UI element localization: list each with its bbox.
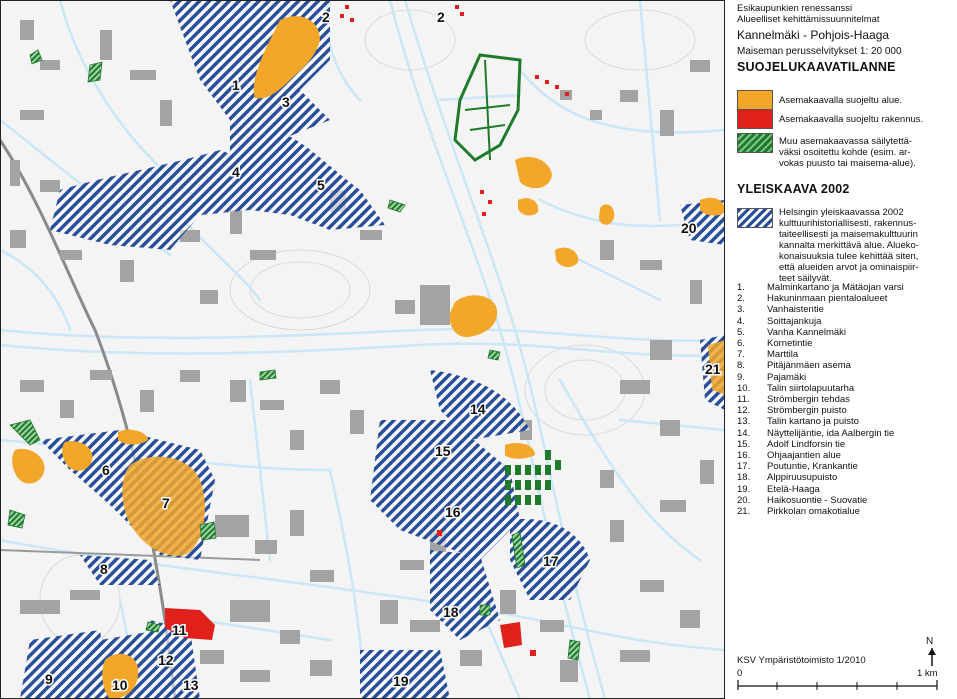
area-label-15: 15 xyxy=(435,443,451,459)
legend-swatch-other-preserved xyxy=(737,133,773,153)
area-title: Kannelmäki - Pohjois-Haaga xyxy=(737,28,890,42)
area-list-item: 15. Adolf Lindforsin tie xyxy=(737,438,846,450)
area-list-item: 18. Alppiruusupuisto xyxy=(737,472,838,484)
area-label-16: 16 xyxy=(445,504,461,520)
area-list-item: 16. Ohjaajantien alue xyxy=(737,450,841,462)
area-list-item: 2. Hakuninmaan pientaloalueet xyxy=(737,293,888,305)
area-label-14: 14 xyxy=(470,401,486,417)
area-list-item: 11. Strömbergin tehdas xyxy=(737,394,850,406)
area-list-item: 5. Vanha Kannelmäki xyxy=(737,326,847,338)
area-list-item: 21. Pirkkolan omakotialue xyxy=(737,506,860,518)
north-label: N xyxy=(926,636,934,647)
area-list-item: 20. Haikosuontie - Suovatie xyxy=(737,494,868,506)
area-label-2a: 2 xyxy=(322,9,330,25)
area-label-2b: 2 xyxy=(437,9,445,25)
area-label-5: 5 xyxy=(317,177,325,193)
area-label-9: 9 xyxy=(45,671,53,687)
area-label-8: 8 xyxy=(100,561,108,577)
area-label-1: 1 xyxy=(232,77,240,93)
area-label-19: 19 xyxy=(393,673,409,689)
scale-start-label: 0 xyxy=(737,668,743,679)
area-label-11: 11 xyxy=(172,622,187,638)
area-list-item: 3. Vanhaistentie xyxy=(737,304,824,316)
credit-text: KSV Ympäristötoimisto 1/2010 xyxy=(737,655,866,666)
legend-panel xyxy=(727,0,957,699)
area-list-item: 13. Talin kartano ja puisto xyxy=(737,416,859,428)
area-list-item: 6. Kornetintie xyxy=(737,338,813,350)
legend-swatch-master-plan xyxy=(737,208,773,228)
legend-label-protected-building: Asemakaavalla suojeltu rakennus. xyxy=(779,114,924,125)
area-label-12: 12 xyxy=(158,652,174,668)
section-heading-master-plan: YLEISKAAVA 2002 xyxy=(737,182,850,196)
area-label-3: 3 xyxy=(282,94,290,110)
legend-swatch-protected-building xyxy=(737,109,773,129)
area-label-6: 6 xyxy=(102,462,110,478)
north-arrow-icon xyxy=(926,648,938,666)
area-list-item: 9. Pajamäki xyxy=(737,371,807,383)
map-subtitle: Maiseman perusselvitykset 1: 20 000 xyxy=(737,46,902,57)
legend-swatch-protected-area xyxy=(737,90,773,110)
area-list-item: 1. Malminkartano ja Mätäojan varsi xyxy=(737,282,904,293)
area-list-item: 8. Pitäjänmäen asema xyxy=(737,360,851,372)
area-label-18: 18 xyxy=(443,604,459,620)
legend-label-other-preserved: Muu asemakaavassa säilytettä- väksi osoitettu kohde (esim. ar- vokas puusto tai maisema-alue). xyxy=(779,136,916,169)
legend-label-protected-area: Asemakaavalla suojeltu alue. xyxy=(779,95,903,106)
scale-end-label: 1 km xyxy=(917,668,938,679)
scale-bar xyxy=(737,680,942,692)
area-label-7: 7 xyxy=(162,495,170,511)
area-list-item: 10. Talin siirtolapuutarha xyxy=(737,382,855,394)
area-list-item: 14. Näyttelijäntie, ida Aalbergin tie xyxy=(737,427,895,439)
area-label-21: 21 xyxy=(705,361,721,377)
project-name: Esikaupunkien renessanssi xyxy=(737,3,853,14)
area-label-4: 4 xyxy=(232,164,240,180)
area-label-17: 17 xyxy=(543,553,559,569)
area-label-10: 10 xyxy=(112,677,128,693)
plan-type: Alueelliset kehittämissuunnitelmat xyxy=(737,14,880,25)
area-list-item: 17. Poutuntie, Krankantie xyxy=(737,461,858,473)
area-list-item: 4. Soittajankuja xyxy=(737,315,822,327)
area-label-13: 13 xyxy=(183,677,199,693)
section-heading-protection: SUOJELUKAAVATILANNE xyxy=(737,60,896,74)
area-list-item: 19. Etelä-Haaga xyxy=(737,483,820,495)
area-list xyxy=(737,282,904,517)
legend-label-master-plan: Helsingin yleiskaavassa 2002 kulttuurihistoriallisesti, rakennus- taiteellisesti ja maisemakulttuurin kannalta merkittävä alue. Alueko- konaisuuksia tulee kehittää siten, että alueiden arvot ja ominaispiir- teet säilyvät. xyxy=(779,207,919,284)
area-label-20: 20 xyxy=(681,220,697,236)
area-list-item: 7. Marttila xyxy=(737,349,799,361)
area-list-item: 12. Strömbergin puisto xyxy=(737,405,847,417)
